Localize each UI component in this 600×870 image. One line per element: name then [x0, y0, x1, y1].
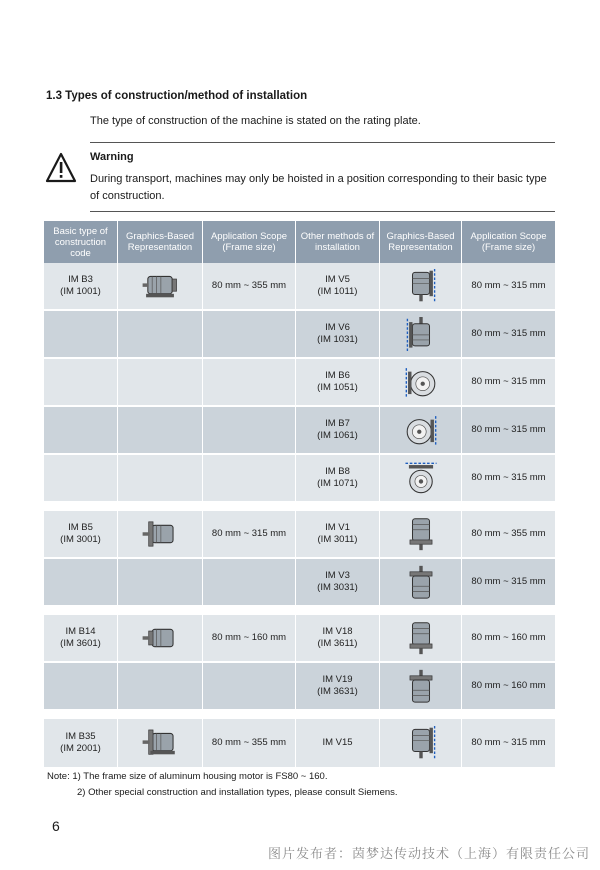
vertical-face-mount-motor-icon	[404, 618, 438, 658]
vertical-foot-motor-icon	[404, 267, 438, 305]
other-scope: 80 mm ~ 315 mm	[462, 559, 555, 607]
header-scope-basic: Application Scope (Frame size)	[203, 221, 296, 263]
other-iec-code: (IM 1071)	[317, 478, 358, 489]
other-graphic-cell	[380, 559, 462, 607]
basic-iec-code: (IM 2001)	[60, 743, 101, 754]
table-row	[44, 615, 555, 663]
basic-iec-code: (IM 1001)	[60, 286, 101, 297]
warning-text: During transport, machines may only be hoisted in a position corresponding to their basic type of construction.	[90, 173, 547, 202]
other-graphic-cell	[380, 511, 462, 559]
header-scope-other: Application Scope (Frame size)	[462, 221, 555, 263]
other-iec-code: (IM 3611)	[317, 638, 358, 649]
basic-scope: 80 mm ~ 315 mm	[203, 511, 296, 559]
group-gap	[44, 711, 555, 719]
other-scope: 80 mm ~ 315 mm	[462, 359, 555, 407]
other-code-cell	[296, 559, 380, 607]
other-graphic-cell	[380, 615, 462, 663]
foot-motor-icon	[140, 271, 180, 301]
basic-code-cell	[44, 719, 118, 769]
other-iec-code: (IM 1011)	[317, 286, 358, 297]
other-code: IM V5	[325, 274, 350, 285]
vertical-foot-motor-shaft-up-icon	[404, 315, 438, 353]
vertical-flange-motor-shaft-up-icon	[404, 562, 438, 602]
other-iec-code: (IM 1061)	[317, 430, 358, 441]
basic-scope: 80 mm ~ 160 mm	[203, 615, 296, 663]
warning-title: Warning	[90, 151, 134, 163]
basic-graphic-cell	[118, 615, 203, 663]
divider-bottom	[90, 211, 555, 212]
other-code-cell	[296, 455, 380, 503]
table-row	[44, 663, 555, 711]
other-graphic-cell	[380, 359, 462, 407]
ceiling-mounted-motor-icon	[402, 460, 440, 496]
other-code: IM V1	[325, 522, 350, 533]
warning-triangle-icon	[45, 152, 77, 184]
other-graphic-cell	[380, 311, 462, 359]
header-other-methods: Other methods of installation	[296, 221, 380, 263]
other-iec-code: (IM 1051)	[317, 382, 358, 393]
other-iec-code: (IM 1031)	[317, 334, 358, 345]
header-basic-type: Basic type of construction code	[44, 221, 118, 263]
other-scope: 80 mm ~ 315 mm	[462, 311, 555, 359]
basic-code: IM B14	[65, 626, 96, 637]
other-iec-code: (IM 3011)	[317, 534, 358, 545]
table-row	[44, 263, 555, 311]
page-number: 6	[52, 818, 60, 834]
section-intro: The type of construction of the machine is stated on the rating plate.	[90, 115, 421, 127]
other-code-cell	[296, 719, 380, 769]
table-row	[44, 455, 555, 503]
other-scope: 80 mm ~ 315 mm	[462, 455, 555, 503]
basic-code-cell	[44, 615, 118, 663]
group-gap	[44, 503, 555, 511]
other-code: IM V3	[325, 570, 350, 581]
basic-code: IM B35	[65, 731, 96, 742]
publisher-watermark: 图片发布者：茵梦达传动技术（上海）有限责任公司	[267, 846, 590, 861]
divider-top	[90, 142, 555, 143]
basic-code: IM B5	[68, 522, 93, 533]
other-scope: 80 mm ~ 355 mm	[462, 511, 555, 559]
table-row	[44, 311, 555, 359]
table-row	[44, 559, 555, 607]
other-code-cell	[296, 663, 380, 711]
other-code-cell	[296, 615, 380, 663]
other-code-cell	[296, 407, 380, 455]
basic-graphic-cell	[118, 719, 203, 769]
other-graphic-cell	[380, 407, 462, 455]
note-line-1: Note: 1) The frame size of aluminum housing motor is FS80 ~ 160.	[47, 771, 328, 782]
group-gap	[44, 607, 555, 615]
basic-scope: 80 mm ~ 355 mm	[203, 263, 296, 311]
basic-iec-code: (IM 3001)	[60, 534, 101, 545]
other-scope: 80 mm ~ 315 mm	[462, 719, 555, 769]
other-scope: 80 mm ~ 160 mm	[462, 663, 555, 711]
other-code: IM V18	[322, 626, 353, 637]
other-graphic-cell	[380, 263, 462, 311]
basic-graphic-cell	[118, 511, 203, 559]
other-graphic-cell	[380, 663, 462, 711]
flange-motor-icon	[140, 519, 180, 549]
table-header-row	[44, 221, 555, 263]
basic-graphic-cell	[118, 263, 203, 311]
vertical-foot-flange-motor-icon	[404, 723, 438, 763]
other-code-cell	[296, 311, 380, 359]
other-graphic-cell	[380, 719, 462, 769]
other-code-cell	[296, 263, 380, 311]
other-code: IM B8	[325, 466, 350, 477]
table-row	[44, 719, 555, 769]
other-graphic-cell	[380, 455, 462, 503]
other-scope: 80 mm ~ 315 mm	[462, 407, 555, 455]
vertical-face-mount-motor-shaft-up-icon	[404, 666, 438, 706]
section-title: 1.3 Types of construction/method of installation	[46, 90, 308, 102]
construction-types-table	[44, 221, 555, 769]
basic-code-cell	[44, 511, 118, 559]
wall-mounted-motor-icon	[402, 412, 440, 448]
other-scope: 80 mm ~ 160 mm	[462, 615, 555, 663]
basic-code: IM B3	[68, 274, 93, 285]
basic-iec-code: (IM 3601)	[60, 638, 101, 649]
other-code: IM B6	[325, 370, 350, 381]
other-code: IM V6	[325, 322, 350, 333]
header-graphics-basic: Graphics-Based Representation	[118, 221, 203, 263]
other-code: IM V15	[322, 737, 353, 748]
table-row	[44, 359, 555, 407]
vertical-flange-motor-icon	[404, 514, 438, 554]
foot-flange-motor-icon	[140, 728, 180, 758]
other-iec-code: (IM 3631)	[317, 686, 358, 697]
face-mount-motor-icon	[140, 623, 180, 653]
other-code-cell	[296, 511, 380, 559]
header-graphics-other: Graphics-Based Representation	[380, 221, 462, 263]
other-code: IM B7	[325, 418, 350, 429]
other-code: IM V19	[322, 674, 353, 685]
wall-mounted-motor-icon	[402, 364, 440, 400]
basic-code-cell	[44, 263, 118, 311]
table-row	[44, 511, 555, 559]
other-scope: 80 mm ~ 315 mm	[462, 263, 555, 311]
basic-scope: 80 mm ~ 355 mm	[203, 719, 296, 769]
table-row	[44, 407, 555, 455]
other-iec-code: (IM 3031)	[317, 582, 358, 593]
note-line-2: 2) Other special construction and installation types, please consult Siemens.	[77, 787, 398, 798]
other-code-cell	[296, 359, 380, 407]
